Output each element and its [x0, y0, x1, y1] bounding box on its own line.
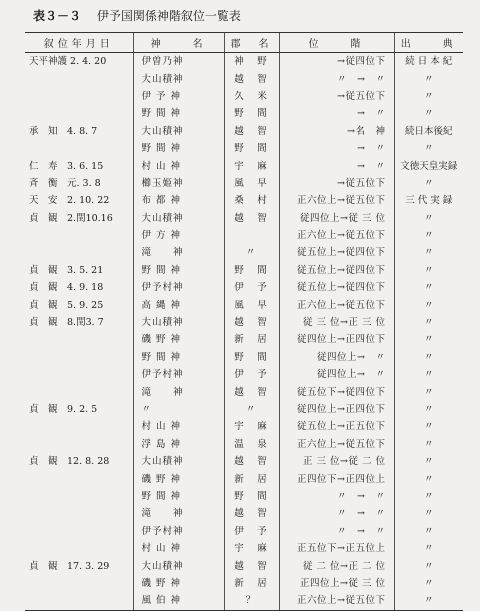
cell-source: 〃: [394, 88, 463, 105]
cell-district: 新 居: [224, 331, 279, 348]
table-caption: [33, 7, 241, 24]
cell-rank: 従 二 位→正 二 位: [279, 557, 394, 574]
cell-source: 〃: [394, 470, 463, 487]
table-row: [25, 279, 463, 296]
cell-date: 天 安 2. 10. 22: [29, 195, 110, 207]
table-row: [25, 401, 463, 418]
cell-source: 〃: [394, 279, 463, 296]
table-row: [25, 523, 463, 540]
cell-rank: 従四位上→ 〃: [279, 366, 394, 383]
cell-rank: →従五位下: [279, 88, 394, 105]
cell-source: 〃: [394, 383, 463, 400]
cell-shrine: 滝 神: [133, 383, 224, 400]
cell-rank: 正六位上→従五位下: [279, 192, 394, 209]
cell-date: 貞 観 12. 8. 28: [29, 456, 110, 468]
table-body: [25, 53, 463, 611]
cell-rank: 従 三 位→正 三 位: [279, 314, 394, 331]
table-row: [25, 418, 463, 435]
cell-rank: 正 三 位→従 二 位: [279, 453, 394, 470]
table-title: 伊予国関係神階叙位一覧表: [96, 9, 241, 23]
cell-source: 〃: [394, 488, 463, 505]
cell-shrine: 滝 神: [133, 505, 224, 522]
cell-district: 越 智: [224, 314, 279, 331]
cell-rank: →従四位下: [279, 53, 394, 71]
table-row: [25, 192, 463, 209]
cell-source: 文徳天皇実録: [394, 157, 463, 174]
cell-district: 〃: [224, 401, 279, 418]
table-row: [25, 383, 463, 400]
table-row: [25, 592, 463, 610]
cell-rank: 従四位上→正四位下: [279, 331, 394, 348]
cell-rank: 正六位上→従五位下: [279, 592, 394, 610]
cell-district: 宇 麻: [224, 540, 279, 557]
cell-rank: 〃 → 〃: [279, 488, 394, 505]
table-row: [25, 470, 463, 487]
cell-shrine: 野 間 神: [133, 488, 224, 505]
table-row: [25, 557, 463, 574]
cell-district: 野 間: [224, 140, 279, 157]
cell-shrine: 伊予村神: [133, 523, 224, 540]
cell-district: 野 間: [224, 349, 279, 366]
cell-source: 〃: [394, 314, 463, 331]
cell-shrine: 布 都 神: [133, 192, 224, 209]
cell-rank: 正六位上→従五位下: [279, 436, 394, 453]
cell-date: [25, 349, 133, 366]
cell-source: 〃: [394, 453, 463, 470]
cell-date: [25, 331, 133, 348]
cell-date: 貞 観 9. 2. 5: [29, 404, 98, 415]
cell-district: 久 米: [224, 88, 279, 105]
cell-rank: →従五位下: [279, 175, 394, 192]
cell-date: [25, 505, 133, 522]
cell-district: 越 智: [224, 453, 279, 470]
cell-shrine: 大山積神: [133, 314, 224, 331]
cell-date: 貞 観 8.閏3. 7: [29, 317, 104, 329]
cell-shrine: 野 間 神: [133, 262, 224, 279]
cell-shrine: 伊予村神: [133, 279, 224, 296]
cell-district: 野 間: [224, 262, 279, 279]
cell-source: 〃: [394, 540, 463, 557]
header-shrine: 神 名: [133, 33, 224, 53]
cell-rank: 従五位上→正五位下: [279, 418, 394, 435]
table-header-row: [25, 33, 463, 53]
cell-shrine: 野 間 神: [133, 105, 224, 122]
cell-district: 桑 村: [224, 192, 279, 209]
table-row: [25, 105, 463, 122]
cell-rank: 従五位下→従四位下: [279, 383, 394, 400]
cell-date: 貞 観 17. 3. 29: [29, 560, 110, 572]
cell-shrine: 大山積神: [133, 557, 224, 574]
table-row: [25, 331, 463, 348]
cell-source: 〃: [394, 366, 463, 383]
cell-source: 〃: [394, 175, 463, 192]
table-row: [25, 227, 463, 244]
cell-source: 〃: [394, 262, 463, 279]
cell-district: 越 智: [224, 557, 279, 574]
cell-source: 〃: [394, 436, 463, 453]
cell-date: 貞 観 2.閏10.16: [29, 212, 113, 224]
cell-source: 〃: [394, 105, 463, 122]
cell-date: 貞 観 3. 5. 21: [29, 264, 104, 276]
table-row: [25, 436, 463, 453]
cell-source: 〃: [394, 575, 463, 592]
cell-district: 宇 麻: [224, 157, 279, 174]
cell-date: [25, 592, 133, 610]
cell-rank: 正六位上→従五位下: [279, 296, 394, 313]
cell-district: 宇 麻: [224, 418, 279, 435]
cell-district: 越 智: [224, 70, 279, 87]
cell-source: 〃: [394, 70, 463, 87]
cell-date: 貞 観 5. 9. 25: [29, 299, 104, 311]
cell-date: [25, 244, 133, 261]
table-row: [25, 123, 463, 140]
table-row: [25, 488, 463, 505]
cell-date: [25, 105, 133, 122]
cell-date: [25, 383, 133, 400]
cell-shrine: 伊 方 神: [133, 227, 224, 244]
table-row: [25, 262, 463, 279]
cell-district: 伊 予: [224, 366, 279, 383]
cell-district: 風 早: [224, 296, 279, 313]
header-rank: 位 階: [279, 33, 394, 53]
table-row: [25, 210, 463, 227]
cell-shrine: 大山積神: [133, 70, 224, 87]
cell-rank: 従五位上→従四位下: [279, 262, 394, 279]
cell-district: 越 智: [224, 210, 279, 227]
cell-shrine: 磯 野 神: [133, 331, 224, 348]
table-row: [25, 453, 463, 470]
cell-shrine: 高 縄 神: [133, 296, 224, 313]
cell-source: 〃: [394, 244, 463, 261]
table-row: [25, 53, 463, 71]
cell-source: 〃: [394, 505, 463, 522]
cell-date: [25, 436, 133, 453]
table-row: [25, 349, 463, 366]
table-row: [25, 140, 463, 157]
cell-shrine: 村 山 神: [133, 540, 224, 557]
cell-date: [25, 523, 133, 540]
cell-district: 越 智: [224, 505, 279, 522]
cell-date: [25, 418, 133, 435]
cell-rank: → 〃: [279, 105, 394, 122]
cell-source: 〃: [394, 557, 463, 574]
cell-rank: → 〃: [279, 140, 394, 157]
cell-date: [25, 140, 133, 157]
header-district: 郡 名: [224, 33, 279, 53]
cell-source: 〃: [394, 296, 463, 313]
cell-shrine: 村 山 神: [133, 418, 224, 435]
cell-district: [224, 227, 279, 244]
cell-source: 三 代 実 録: [394, 192, 463, 209]
cell-rank: 従五位上→従四位下: [279, 279, 394, 296]
cell-district: 伊 予: [224, 523, 279, 540]
header-source: 出 典: [394, 33, 463, 53]
cell-source: 〃: [394, 140, 463, 157]
cell-rank: 正四位下→正四位上: [279, 470, 394, 487]
cell-source: 〃: [394, 331, 463, 348]
cell-shrine: 磯 野 神: [133, 470, 224, 487]
cell-date: 斉 衡 元. 3. 8: [29, 177, 101, 189]
cell-date: [25, 366, 133, 383]
cell-rank: 正六位上→従五位下: [279, 227, 394, 244]
cell-rank: 〃 → 〃: [279, 505, 394, 522]
cell-shrine: 櫛玉姫神: [133, 175, 224, 192]
cell-shrine: 大山積神: [133, 123, 224, 140]
cell-rank: 従四位上→正四位下: [279, 401, 394, 418]
cell-district: 越 智: [224, 123, 279, 140]
cell-shrine: 伊予村神: [133, 366, 224, 383]
cell-shrine: 村 山 神: [133, 157, 224, 174]
cell-rank: 正五位下→正五位上: [279, 540, 394, 557]
cell-shrine: 大山積神: [133, 210, 224, 227]
cell-rank: 〃 → 〃: [279, 70, 394, 87]
cell-district: 風 早: [224, 175, 279, 192]
cell-date: [25, 70, 133, 87]
cell-shrine: 伊 予 神: [133, 88, 224, 105]
cell-date: [25, 575, 133, 592]
shrine-rank-table: [25, 32, 463, 611]
table-row: [25, 505, 463, 522]
cell-date: 承 知 4. 8. 7: [29, 125, 98, 137]
table-row: [25, 157, 463, 174]
cell-district: 新 居: [224, 575, 279, 592]
cell-date: [25, 540, 133, 557]
cell-district: 〃: [224, 244, 279, 261]
header-date: 叙位年月日: [25, 33, 133, 53]
cell-rank: 正四位上→従 三 位: [279, 575, 394, 592]
cell-district: 新 居: [224, 470, 279, 487]
cell-shrine: 野 間 神: [133, 349, 224, 366]
cell-district: 野 間: [224, 105, 279, 122]
cell-source: 〃: [394, 210, 463, 227]
cell-source: 〃: [394, 349, 463, 366]
table-row: [25, 296, 463, 313]
cell-date: [25, 88, 133, 105]
cell-district: 野 間: [224, 488, 279, 505]
cell-source: 〃: [394, 227, 463, 244]
cell-shrine: 風 伯 神: [133, 592, 224, 610]
table-row: [25, 540, 463, 557]
cell-date: 貞 観 4. 9. 18: [29, 282, 104, 294]
cell-shrine: 〃: [133, 401, 224, 418]
cell-date: [25, 470, 133, 487]
cell-district: 神 野: [224, 53, 279, 71]
cell-district: ？: [224, 592, 279, 610]
cell-date: 仁 寿 3. 6. 15: [29, 160, 104, 172]
cell-rank: 従四位上→ 〃: [279, 349, 394, 366]
cell-shrine: 滝 神: [133, 244, 224, 261]
cell-rank: 〃 → 〃: [279, 523, 394, 540]
cell-shrine: 野 間 神: [133, 140, 224, 157]
cell-source: 〃: [394, 401, 463, 418]
table-row: [25, 366, 463, 383]
cell-date: [25, 488, 133, 505]
table-row: [25, 88, 463, 105]
table-number: 表３－３: [33, 9, 82, 23]
cell-shrine: 磯 野 神: [133, 575, 224, 592]
cell-source: 〃: [394, 523, 463, 540]
table-row: [25, 70, 463, 87]
table-row: [25, 244, 463, 261]
cell-shrine: 伊曽乃神: [133, 53, 224, 71]
cell-rank: 従五位上→従四位下: [279, 244, 394, 261]
table-row: [25, 175, 463, 192]
cell-source: 続日本後紀: [394, 123, 463, 140]
cell-source: 〃: [394, 592, 463, 610]
cell-district: 温 泉: [224, 436, 279, 453]
cell-source: 〃: [394, 418, 463, 435]
cell-district: 越 智: [224, 383, 279, 400]
cell-shrine: 浮 島 神: [133, 436, 224, 453]
cell-rank: →名 神: [279, 123, 394, 140]
table-row: [25, 575, 463, 592]
cell-district: 伊 予: [224, 279, 279, 296]
cell-rank: → 〃: [279, 157, 394, 174]
cell-rank: 従四位上→従 三 位: [279, 210, 394, 227]
table-row: [25, 314, 463, 331]
cell-date: 天平神護 2. 4. 20: [29, 56, 107, 68]
cell-shrine: 大山積神: [133, 453, 224, 470]
cell-source: 続 日 本 紀: [394, 53, 463, 71]
cell-date: [25, 227, 133, 244]
